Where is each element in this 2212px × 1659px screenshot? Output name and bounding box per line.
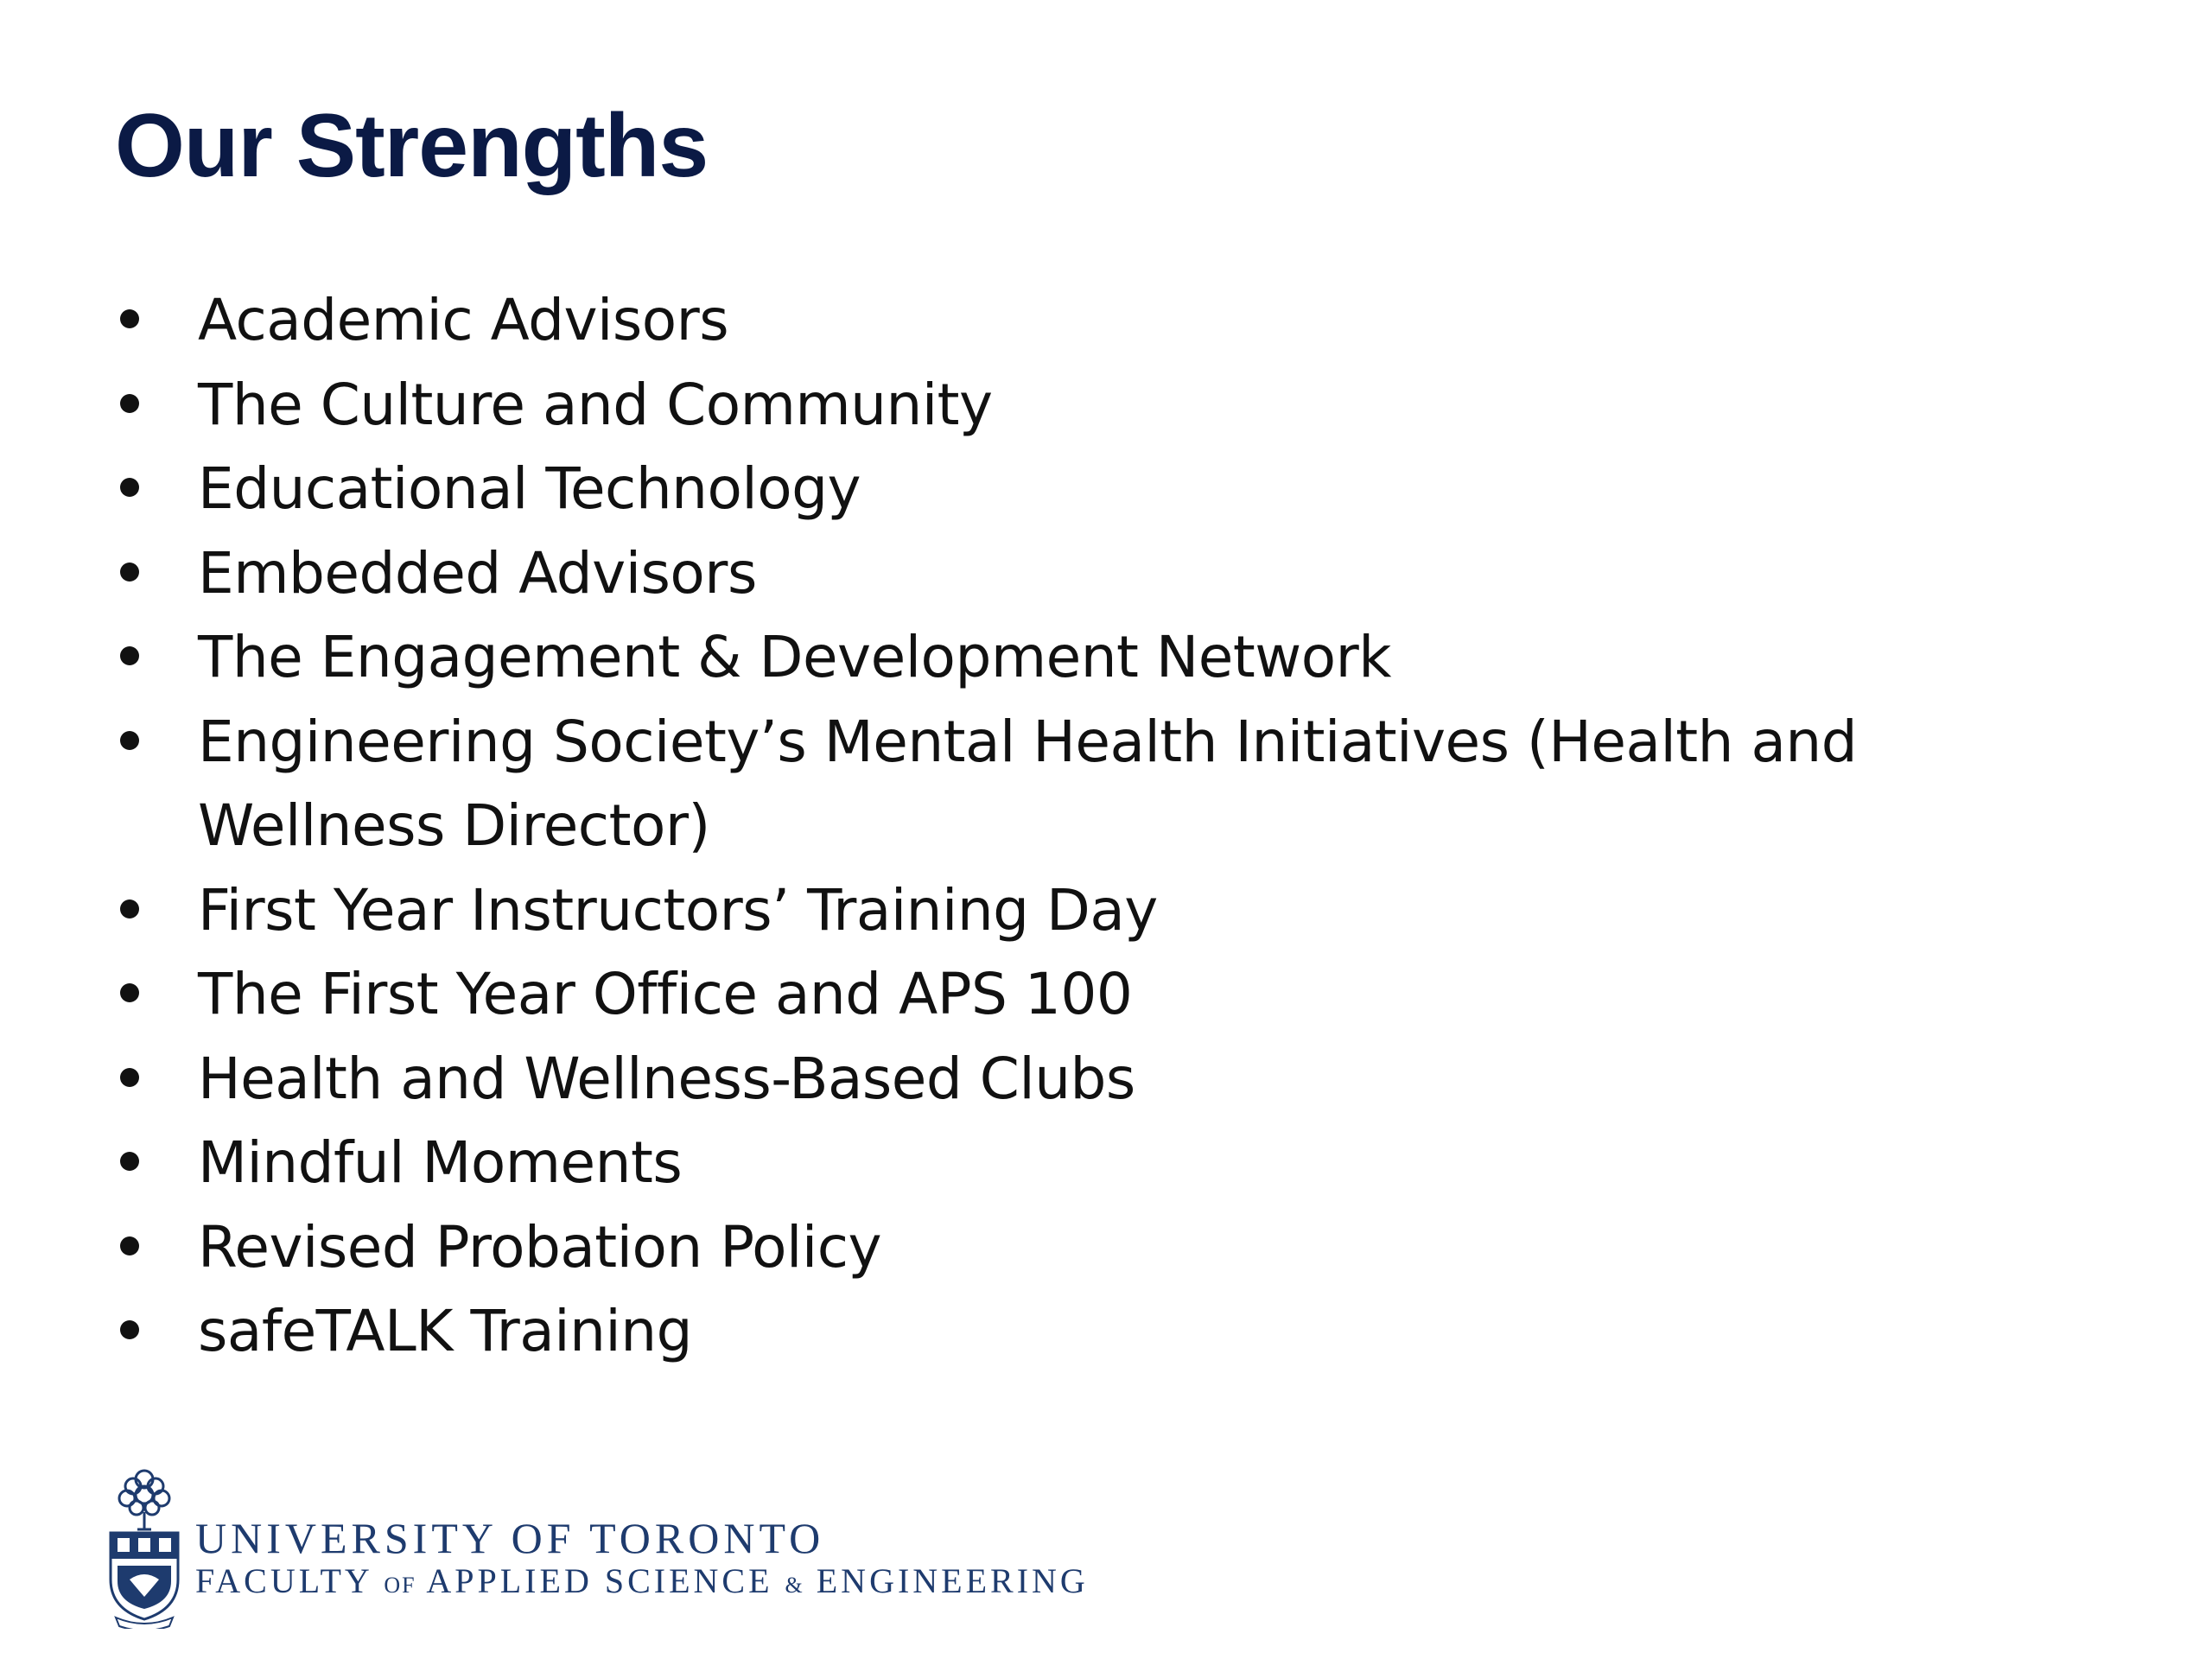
slide-title: Our Strengths	[115, 96, 709, 196]
list-item-text: Health and Wellness-Based Clubs	[198, 1045, 1135, 1112]
university-crest-icon	[105, 1460, 183, 1629]
list-item	[115, 952, 1947, 1037]
list-item	[115, 363, 1947, 448]
list-item-text: safeTALK Training	[198, 1298, 692, 1364]
list-item-text: Revised Probation Policy	[198, 1213, 882, 1281]
bullet-icon	[120, 563, 139, 582]
list-item	[115, 531, 1947, 616]
list-item-text: First Year Instructors’ Training Day	[198, 876, 1158, 944]
strengths-list	[115, 278, 1947, 1374]
list-item	[115, 1037, 1947, 1122]
bullet-icon	[120, 1068, 139, 1087]
list-item	[115, 1289, 1947, 1374]
list-item-text: Educational Technology	[198, 455, 861, 522]
wordmark-university: UNIVERSITY OF TORONTO	[195, 1514, 825, 1562]
wordmark-of: OF	[384, 1573, 416, 1598]
list-item	[115, 447, 1947, 531]
list-item-text: The First Year Office and APS 100	[198, 961, 1133, 1027]
bullet-icon	[120, 899, 139, 918]
bullet-icon	[120, 646, 139, 665]
university-wordmark	[195, 1516, 1089, 1606]
list-item-text: The Culture and Community	[198, 371, 993, 438]
wordmark-ampersand: &	[785, 1573, 804, 1598]
bullet-icon	[120, 731, 139, 750]
list-item-text: Mindful Moments	[198, 1129, 683, 1196]
list-item	[115, 615, 1947, 700]
wordmark-engineering: ENGINEERING	[804, 1561, 1089, 1600]
list-item	[115, 868, 1947, 953]
list-item-text: Engineering Society’s Mental Health Initiatives (Health and Wellness Director)	[198, 708, 1858, 859]
university-logo	[105, 1460, 1142, 1633]
wordmark-faculty	[195, 1560, 1089, 1606]
bullet-icon	[120, 1320, 139, 1339]
list-item-text: Embedded Advisors	[198, 539, 757, 607]
list-item-text: Academic Advisors	[198, 287, 729, 353]
wordmark-faculty-word: FACULTY	[195, 1561, 385, 1600]
wordmark-applied-science: APPLIED SCIENCE	[416, 1561, 785, 1600]
list-item	[115, 700, 1947, 868]
bullet-icon	[120, 1152, 139, 1171]
list-item	[115, 1121, 1947, 1205]
bullet-icon	[120, 394, 139, 413]
bullet-icon	[120, 983, 139, 1002]
list-item	[115, 278, 1947, 363]
bullet-icon	[120, 478, 139, 497]
bullet-icon	[120, 1236, 139, 1255]
list-item	[115, 1205, 1947, 1290]
list-item-text: The Engagement & Development Network	[198, 624, 1391, 690]
bullet-icon	[120, 309, 139, 328]
